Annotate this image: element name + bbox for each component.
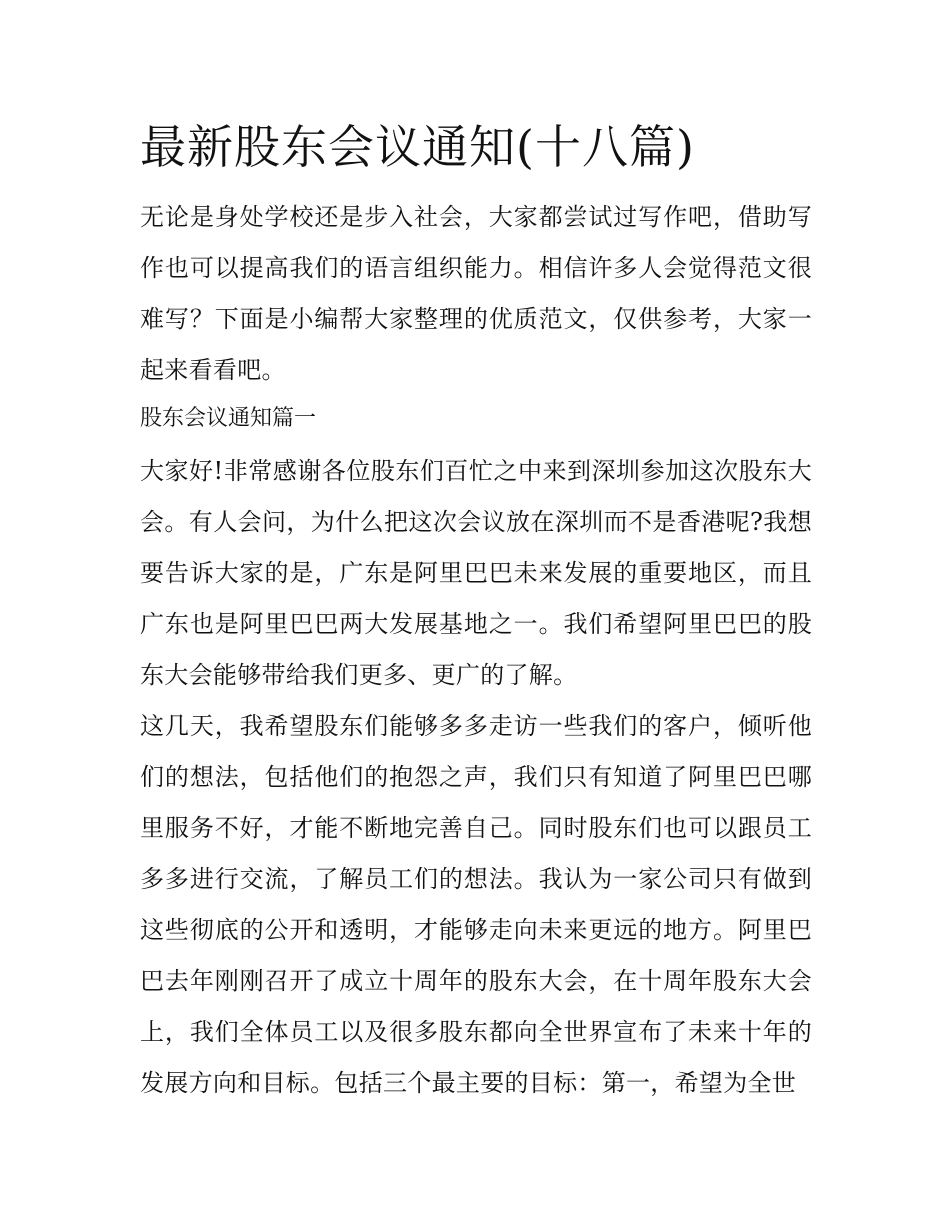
section-heading: 股东会议通知篇一 bbox=[140, 406, 317, 431]
body-paragraph-1: 大家好!非常感谢各位股东们百忙之中来到深圳参加这次股东大会。有人会问，为什么把这次会议放在深圳而不是香港呢?我想要告诉大家的是，广东是阿里巴巴未来发展的重要地区，而且广东也是阿里巴巴两大发展基地之一。我们希望阿里巴巴的股东大会能够带给我们更多、更广的了解。 bbox=[140, 457, 812, 689]
intro-paragraph: 无论是身处学校还是步入社会，大家都尝试过写作吧，借助写作也可以提高我们的语言组织能力。相信许多人会觉得范文很难写？下面是小编帮大家整理的优质范文，仅供参考，大家一起来看看吧。 bbox=[140, 203, 812, 384]
document-title: 最新股东会议通知(十八篇) bbox=[140, 120, 695, 174]
body-paragraph-2: 这几天，我希望股东们能够多多走访一些我们的客户，倾听他们的想法，包括他们的抱怨之声，我们只有知道了阿里巴巴哪里服务不好，才能不断地完善自己。同时股东们也可以跟员工多多进行交流，了解员工们的想法。我认为一家公司只有做到这些彻底的公开和透明，才能够走向未来更远的地方。阿里巴巴去年刚刚召开了成立十周年的股东大会，在十周年股东大会上，我们全体员工以及很多股东都向全世界宣布了未来十年的发展方向和目标。包括三个最主要的目标：第一，希望为全世 bbox=[140, 712, 812, 1097]
document-page bbox=[140, 112, 812, 1109]
